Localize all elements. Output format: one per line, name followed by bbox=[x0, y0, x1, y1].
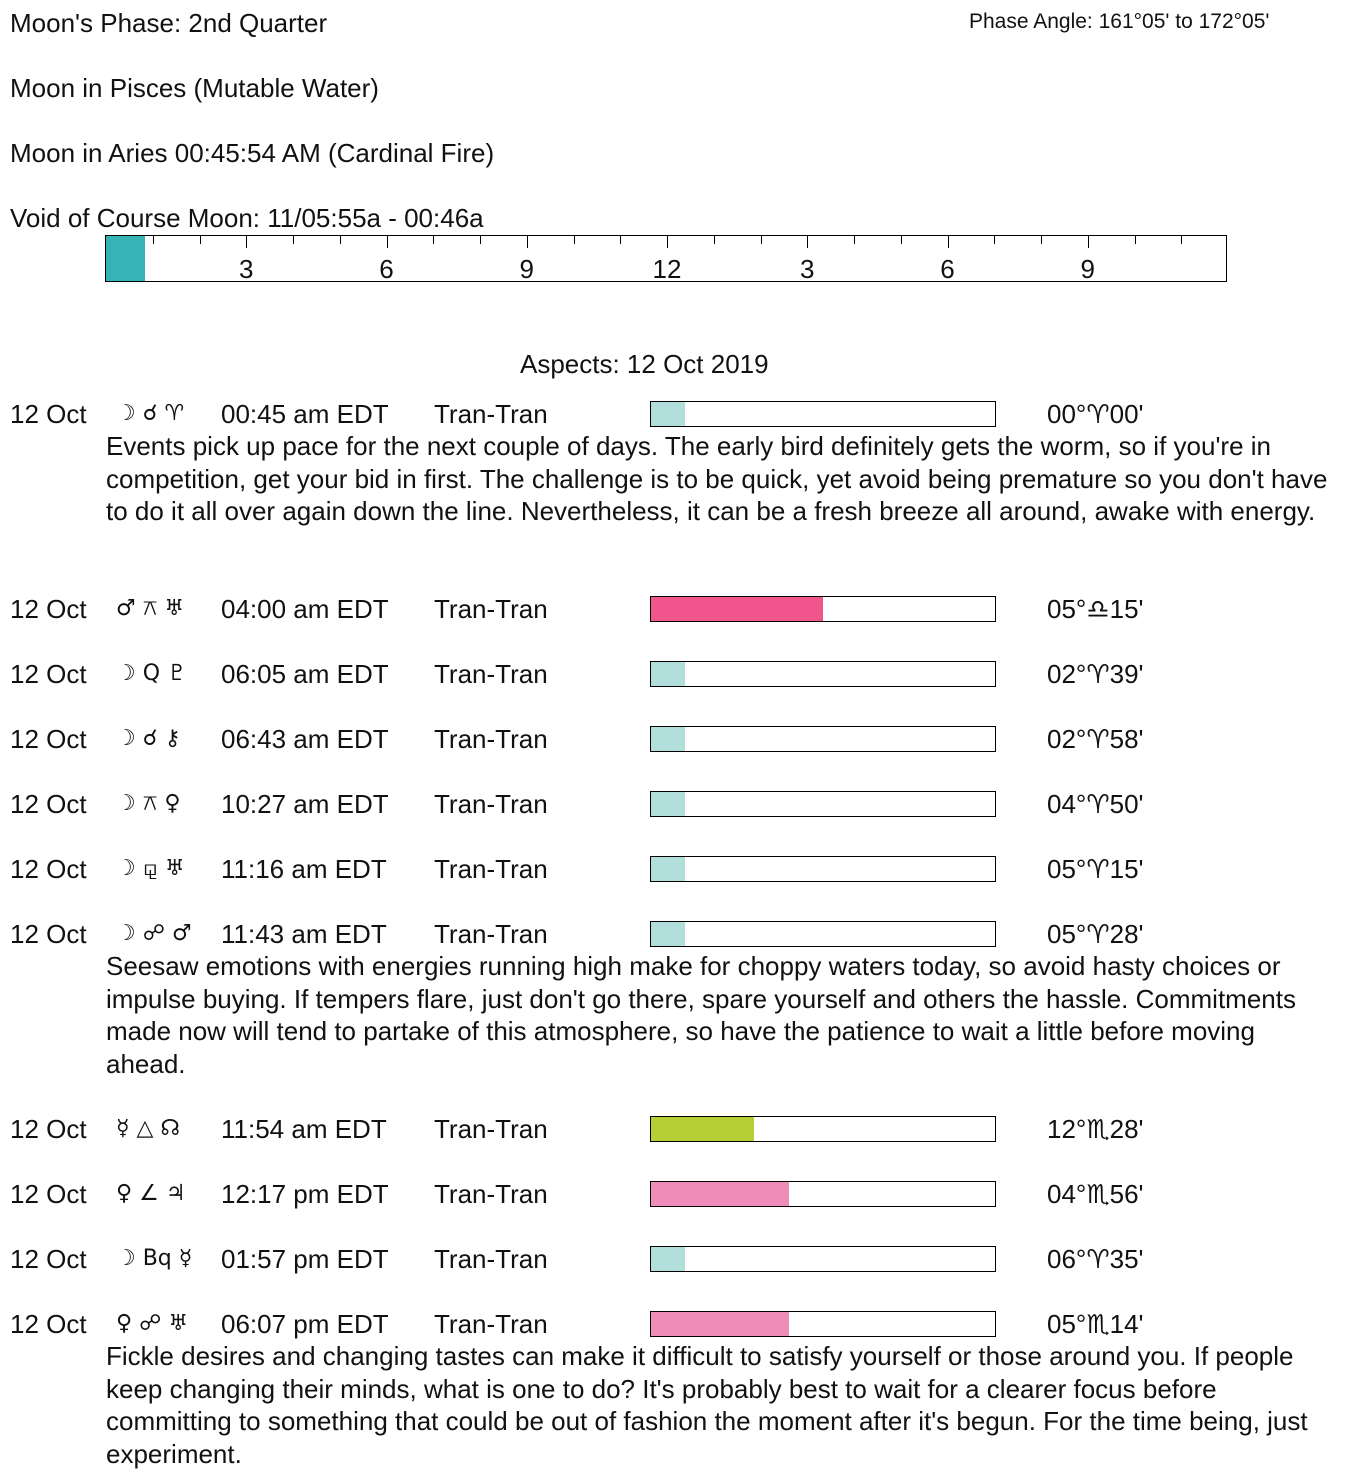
aspect-strength-fill bbox=[651, 402, 685, 426]
aspect-strength-bar bbox=[650, 1246, 996, 1272]
aspect-degree: 05°♏14' bbox=[1047, 1309, 1144, 1339]
timeline-label: 3 bbox=[239, 254, 254, 284]
aspect-date: 12 Oct bbox=[10, 919, 87, 949]
void-of-course: Void of Course Moon: 11/05:55a - 00:46a bbox=[10, 203, 484, 233]
aspect-strength-fill bbox=[651, 857, 685, 881]
aspect-strength-bar bbox=[650, 1116, 996, 1142]
timeline-tick bbox=[340, 236, 341, 244]
aspect-strength-fill bbox=[651, 1117, 754, 1141]
aspect-date: 12 Oct bbox=[10, 1309, 87, 1339]
timeline-label: 3 bbox=[800, 254, 815, 284]
moon-phase: Moon's Phase: 2nd Quarter bbox=[10, 8, 328, 38]
aspect-row bbox=[0, 1174, 1361, 1214]
timeline-tick bbox=[200, 236, 201, 244]
void-period-fill bbox=[106, 236, 145, 281]
aspect-glyphs: ☿ △ ☊ bbox=[116, 1116, 180, 1141]
aspect-type: Tran-Tran bbox=[434, 594, 548, 624]
aspect-time: 11:16 am EDT bbox=[221, 854, 387, 884]
aspect-date: 12 Oct bbox=[10, 854, 87, 884]
aspect-date: 12 Oct bbox=[10, 724, 87, 754]
aspect-row bbox=[0, 1109, 1361, 1149]
aspect-degree: 04°♏56' bbox=[1047, 1179, 1144, 1209]
aspect-time: 10:27 am EDT bbox=[221, 789, 389, 819]
aspect-date: 12 Oct bbox=[10, 399, 87, 429]
aspect-strength-fill bbox=[651, 1312, 789, 1336]
timeline-tick bbox=[246, 236, 247, 248]
aspect-row bbox=[0, 1304, 1361, 1344]
aspect-time: 06:05 am EDT bbox=[221, 659, 389, 689]
aspect-time: 06:07 pm EDT bbox=[221, 1309, 389, 1339]
timeline-tick bbox=[948, 236, 949, 248]
aspect-strength-bar bbox=[650, 1311, 996, 1337]
aspect-date: 12 Oct bbox=[10, 1179, 87, 1209]
timeline-tick bbox=[1041, 236, 1042, 244]
aspect-strength-bar bbox=[650, 856, 996, 882]
aspect-date: 12 Oct bbox=[10, 1244, 87, 1274]
aspect-degree: 04°♈50' bbox=[1047, 789, 1144, 819]
aspect-date: 12 Oct bbox=[10, 594, 87, 624]
timeline-label: 6 bbox=[379, 254, 394, 284]
timeline-tick bbox=[527, 236, 528, 248]
aspect-row bbox=[0, 589, 1361, 629]
aspect-row bbox=[0, 849, 1361, 889]
aspect-degree: 02°♈39' bbox=[1047, 659, 1144, 689]
aspect-strength-fill bbox=[651, 792, 685, 816]
timeline-tick bbox=[1088, 236, 1089, 248]
aspect-description: Fickle desires and changing tastes can make it difficult to satisfy yourself or those around you. If people keep changing their minds, what is one to do? It's probably best to wait for a clearer focus before committing to something that could be out of fashion the moment after it's begun. For the time being, just experiment. bbox=[106, 1341, 1308, 1469]
aspect-strength-bar bbox=[650, 401, 996, 427]
aspect-glyphs: ♀ ∠ ♃ bbox=[116, 1181, 186, 1206]
aspect-degree: 12°♏28' bbox=[1047, 1114, 1144, 1144]
aspect-row bbox=[0, 784, 1361, 824]
timeline-label: 12 bbox=[652, 254, 682, 284]
timeline-tick bbox=[153, 236, 154, 244]
timeline-tick bbox=[620, 236, 621, 244]
aspect-glyphs: ☽ Q ♇ bbox=[116, 661, 187, 686]
timeline-tick bbox=[667, 236, 668, 248]
aspect-glyphs: ☽ ⚼ ♅ bbox=[116, 856, 185, 881]
aspect-degree: 06°♈35' bbox=[1047, 1244, 1144, 1274]
aspect-strength-fill bbox=[651, 597, 823, 621]
aspect-row bbox=[0, 394, 1361, 434]
aspect-glyphs: ♀ ☍ ♅ bbox=[116, 1311, 189, 1336]
aspect-degree: 05°♈28' bbox=[1047, 919, 1144, 949]
timeline-tick bbox=[901, 236, 902, 244]
timeline-tick bbox=[1135, 236, 1136, 244]
aspect-type: Tran-Tran bbox=[434, 789, 548, 819]
aspect-glyphs: ☽ Bq ☿ bbox=[116, 1246, 193, 1271]
aspect-glyphs: ☽ ☌ ♈ bbox=[116, 401, 185, 426]
aspect-row bbox=[0, 1239, 1361, 1279]
aspect-degree: 05°♎15' bbox=[1047, 594, 1144, 624]
moon-ingress: Moon in Aries 00:45:54 AM (Cardinal Fire) bbox=[10, 138, 495, 168]
timeline-tick bbox=[480, 236, 481, 244]
aspect-strength-bar bbox=[650, 1181, 996, 1207]
timeline-tick bbox=[807, 236, 808, 248]
aspect-strength-bar bbox=[650, 921, 996, 947]
aspect-time: 11:54 am EDT bbox=[221, 1114, 387, 1144]
aspect-glyphs: ☽ ⚻ ♀ bbox=[116, 791, 181, 816]
aspect-row bbox=[0, 914, 1361, 954]
timeline-tick bbox=[387, 236, 388, 248]
aspect-glyphs: ☽ ☌ ⚷ bbox=[116, 726, 181, 751]
aspect-type: Tran-Tran bbox=[434, 659, 548, 689]
aspect-date: 12 Oct bbox=[10, 789, 87, 819]
aspect-row bbox=[0, 654, 1361, 694]
timeline-tick bbox=[433, 236, 434, 244]
aspect-strength-bar bbox=[650, 596, 996, 622]
aspect-type: Tran-Tran bbox=[434, 1114, 548, 1144]
aspect-strength-bar bbox=[650, 661, 996, 687]
timeline-tick bbox=[1181, 236, 1182, 244]
aspect-description: Events pick up pace for the next couple of days. The early bird definitely gets the worm, so if you're in competition, get your bid in first. The challenge is to be quick, yet avoid being premature so you don't have to do it all over again down the line. Nevertheless, it can be a fresh breeze all around, awake with energy. bbox=[106, 431, 1328, 526]
timeline-label: 9 bbox=[1080, 254, 1095, 284]
aspect-time: 06:43 am EDT bbox=[221, 724, 389, 754]
timeline-tick bbox=[574, 236, 575, 244]
aspect-type: Tran-Tran bbox=[434, 1244, 548, 1274]
aspect-degree: 00°♈00' bbox=[1047, 399, 1144, 429]
aspect-time: 04:00 am EDT bbox=[221, 594, 389, 624]
aspect-description: Seesaw emotions with energies running high make for choppy waters today, so avoid hasty choices or impulse buying. If tempers flare, just don't go there, spare yourself and others the hassle. Commitments made now will tend to partake of this atmosphere, so have the patience to wait a little before moving ahead. bbox=[106, 951, 1296, 1079]
aspect-glyphs: ♂ ⚻ ♅ bbox=[116, 596, 185, 621]
timeline-tick bbox=[994, 236, 995, 244]
aspect-strength-fill bbox=[651, 727, 685, 751]
aspect-type: Tran-Tran bbox=[434, 1309, 548, 1339]
aspect-type: Tran-Tran bbox=[434, 854, 548, 884]
aspect-time: 11:43 am EDT bbox=[221, 919, 387, 949]
aspect-date: 12 Oct bbox=[10, 1114, 87, 1144]
aspect-time: 01:57 pm EDT bbox=[221, 1244, 389, 1274]
moon-sign: Moon in Pisces (Mutable Water) bbox=[10, 73, 379, 103]
timeline-tick bbox=[761, 236, 762, 244]
timeline-tick bbox=[854, 236, 855, 244]
timeline-label: 6 bbox=[940, 254, 955, 284]
aspect-type: Tran-Tran bbox=[434, 399, 548, 429]
aspect-degree: 02°♈58' bbox=[1047, 724, 1144, 754]
aspects-title: Aspects: 12 Oct 2019 bbox=[520, 349, 769, 379]
aspect-strength-fill bbox=[651, 662, 685, 686]
aspect-glyphs: ☽ ☍ ♂ bbox=[116, 921, 192, 946]
aspect-strength-fill bbox=[651, 922, 685, 946]
timeline-tick bbox=[293, 236, 294, 244]
aspect-row bbox=[0, 719, 1361, 759]
aspect-strength-bar bbox=[650, 726, 996, 752]
timeline-label: 9 bbox=[519, 254, 534, 284]
timeline-tick bbox=[714, 236, 715, 244]
aspect-type: Tran-Tran bbox=[434, 724, 548, 754]
aspect-time: 12:17 pm EDT bbox=[221, 1179, 389, 1209]
aspect-type: Tran-Tran bbox=[434, 919, 548, 949]
aspect-type: Tran-Tran bbox=[434, 1179, 548, 1209]
aspect-strength-fill bbox=[651, 1182, 789, 1206]
aspect-time: 00:45 am EDT bbox=[221, 399, 389, 429]
aspect-strength-fill bbox=[651, 1247, 685, 1271]
phase-angle: Phase Angle: 161°05' to 172°05' bbox=[969, 10, 1270, 33]
aspect-degree: 05°♈15' bbox=[1047, 854, 1144, 884]
aspect-strength-bar bbox=[650, 791, 996, 817]
void-timeline bbox=[105, 235, 1227, 282]
aspect-date: 12 Oct bbox=[10, 659, 87, 689]
